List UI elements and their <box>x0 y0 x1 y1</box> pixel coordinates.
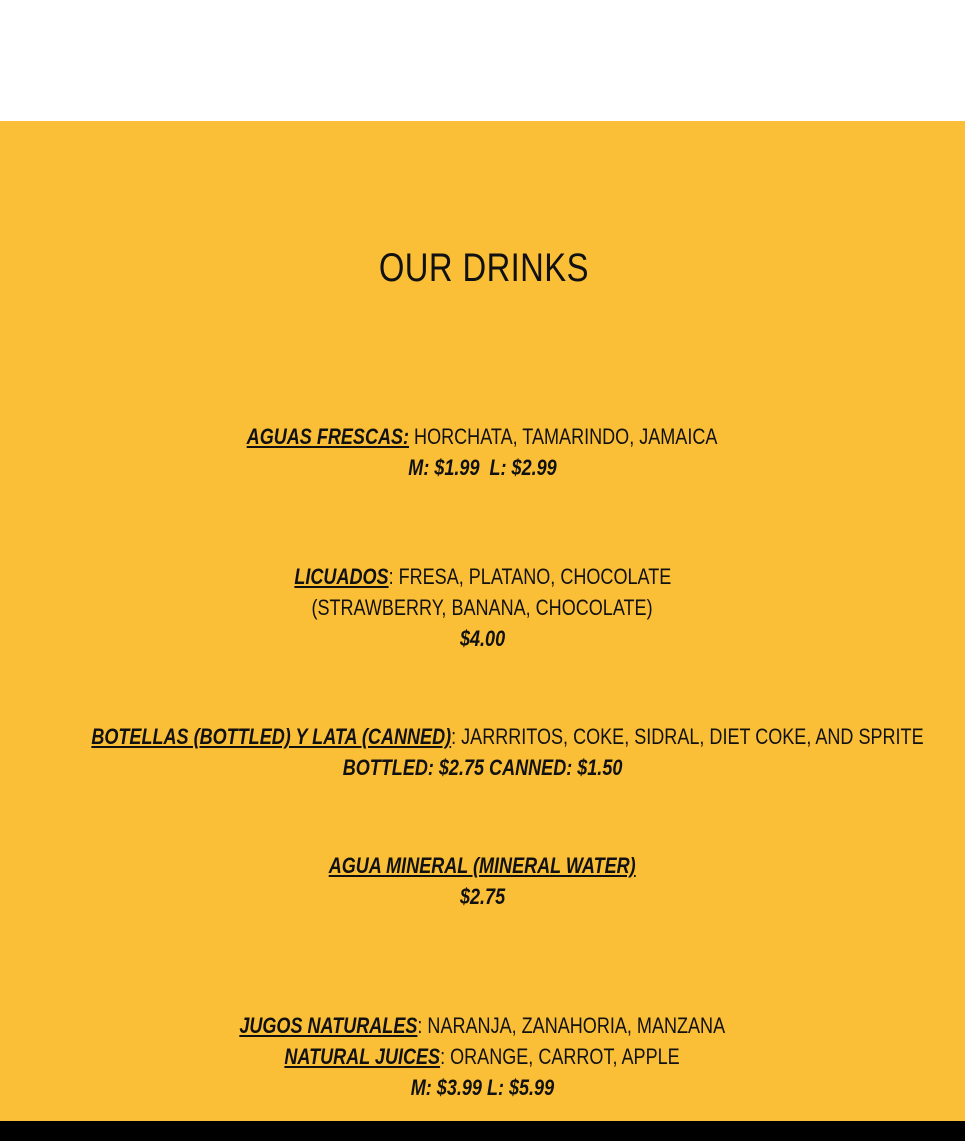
natural-juices-title: NATURAL JUICES <box>284 1044 441 1069</box>
aguas-frescas-price: M: $1.99 L: $2.99 <box>408 455 557 480</box>
aguas-frescas-price-line <box>0 452 965 483</box>
agua-mineral-price: $2.75 <box>459 884 506 909</box>
jugos-naturales-title: JUGOS NATURALES <box>239 1013 418 1038</box>
botellas-title: BOTELLAS (BOTTLED) Y LATA (CANNED) <box>91 724 452 749</box>
jugos-price-line <box>0 1072 965 1103</box>
agua-mineral-price-line <box>0 881 965 912</box>
botellas-price: BOTTLED: $2.75 CANNED: $1.50 <box>342 755 623 780</box>
section-heading: OUR DRINKS <box>378 246 589 290</box>
header-area <box>0 0 965 121</box>
agua-mineral-line <box>0 850 965 881</box>
footer-bar <box>0 1121 965 1141</box>
licuados-title: LICUADOS <box>294 564 389 589</box>
licuados-line <box>0 561 965 592</box>
jugos-naturales-line <box>0 1010 965 1041</box>
botellas-price-line <box>0 752 965 783</box>
jugos-price: M: $3.99 L: $5.99 <box>410 1075 555 1100</box>
aguas-frescas-line <box>0 421 965 452</box>
licuados-price-line <box>0 623 965 654</box>
aguas-frescas-title: AGUAS FRESCAS: <box>247 424 410 449</box>
licuados-translation: (STRAWBERRY, BANANA, CHOCOLATE) <box>311 595 654 620</box>
natural-juices-line <box>0 1041 965 1072</box>
licuados-flavors: : FRESA, PLATANO, CHOCOLATE <box>388 564 671 589</box>
aguas-frescas-flavors: HORCHATA, TAMARINDO, JAMAICA <box>409 424 718 449</box>
botellas-brands: : JARRRITOS, COKE, SIDRAL, DIET COKE, AND SPRITE <box>451 724 924 749</box>
agua-mineral-title: AGUA MINERAL (MINERAL WATER) <box>328 853 636 878</box>
jugos-naturales-flavors: : NARANJA, ZANAHORIA, MANZANA <box>417 1013 726 1038</box>
botellas-line <box>0 721 965 752</box>
natural-juices-flavors: : ORANGE, CARROT, APPLE <box>440 1044 681 1069</box>
licuados-translation-line <box>0 592 965 623</box>
licuados-price: $4.00 <box>459 626 506 651</box>
